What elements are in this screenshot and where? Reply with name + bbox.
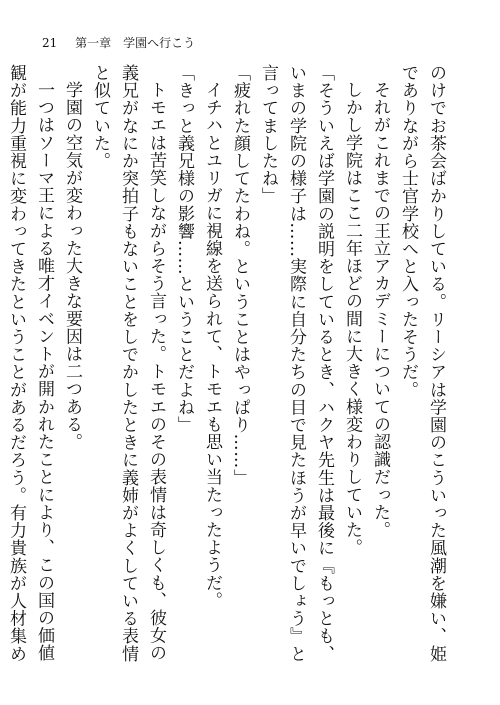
paragraph-10: 一つはソーマ王による唯才イベントが開かれたことにより、この国の価値観が能力重視に変わってきたということがあるだろう。有力貴族が人材集め: [6, 64, 54, 663]
chapter-title: 第一章 学園へ行こう: [75, 36, 196, 50]
paragraph-3: しかし学院はここ二年ほどの間に大きく様変わりしていた。: [342, 81, 362, 557]
paragraph-6: イチハとユリガに視線を送られて、トモエも思い当たったようだ。: [202, 81, 222, 609]
paragraph-5-dialogue: 「疲れた顔してたわね。ということはやっぱり……」: [230, 64, 250, 487]
paragraph-2: それがこれまでの王立アカデミーについての認識だった。: [370, 81, 390, 539]
paragraph-8: トモエは苦笑しながらそう言った。トモエのその表情は奇しくも、彼女の義兄がなにか突拍子もないことをしでかしたときに義姉がよくしている表情と似ていた。: [90, 64, 166, 663]
paragraph-1: のけでお茶会ばかりしている。リーシアは学園のこういった風潮を嫌い、姫でありながら士官学校へと入ったそうだ。: [398, 64, 446, 663]
paragraph-7-dialogue: 「きっと義兄様の影響……ということだよね」: [174, 64, 194, 434]
running-header: [42, 36, 195, 50]
page-number: 21: [42, 36, 58, 50]
paragraph-9: 学園の空気が変わった大きな要因は二つある。: [62, 81, 82, 451]
vertical-body-text: [6, 64, 450, 676]
paragraph-4-dialogue: 「そういえば学園の説明をしているとき、ハクヤ先生は最後に『もっとも、いまの学院の様子は……実際に自分たちの目で見たほうが早いでしょう』と言ってましたね」: [258, 64, 334, 663]
